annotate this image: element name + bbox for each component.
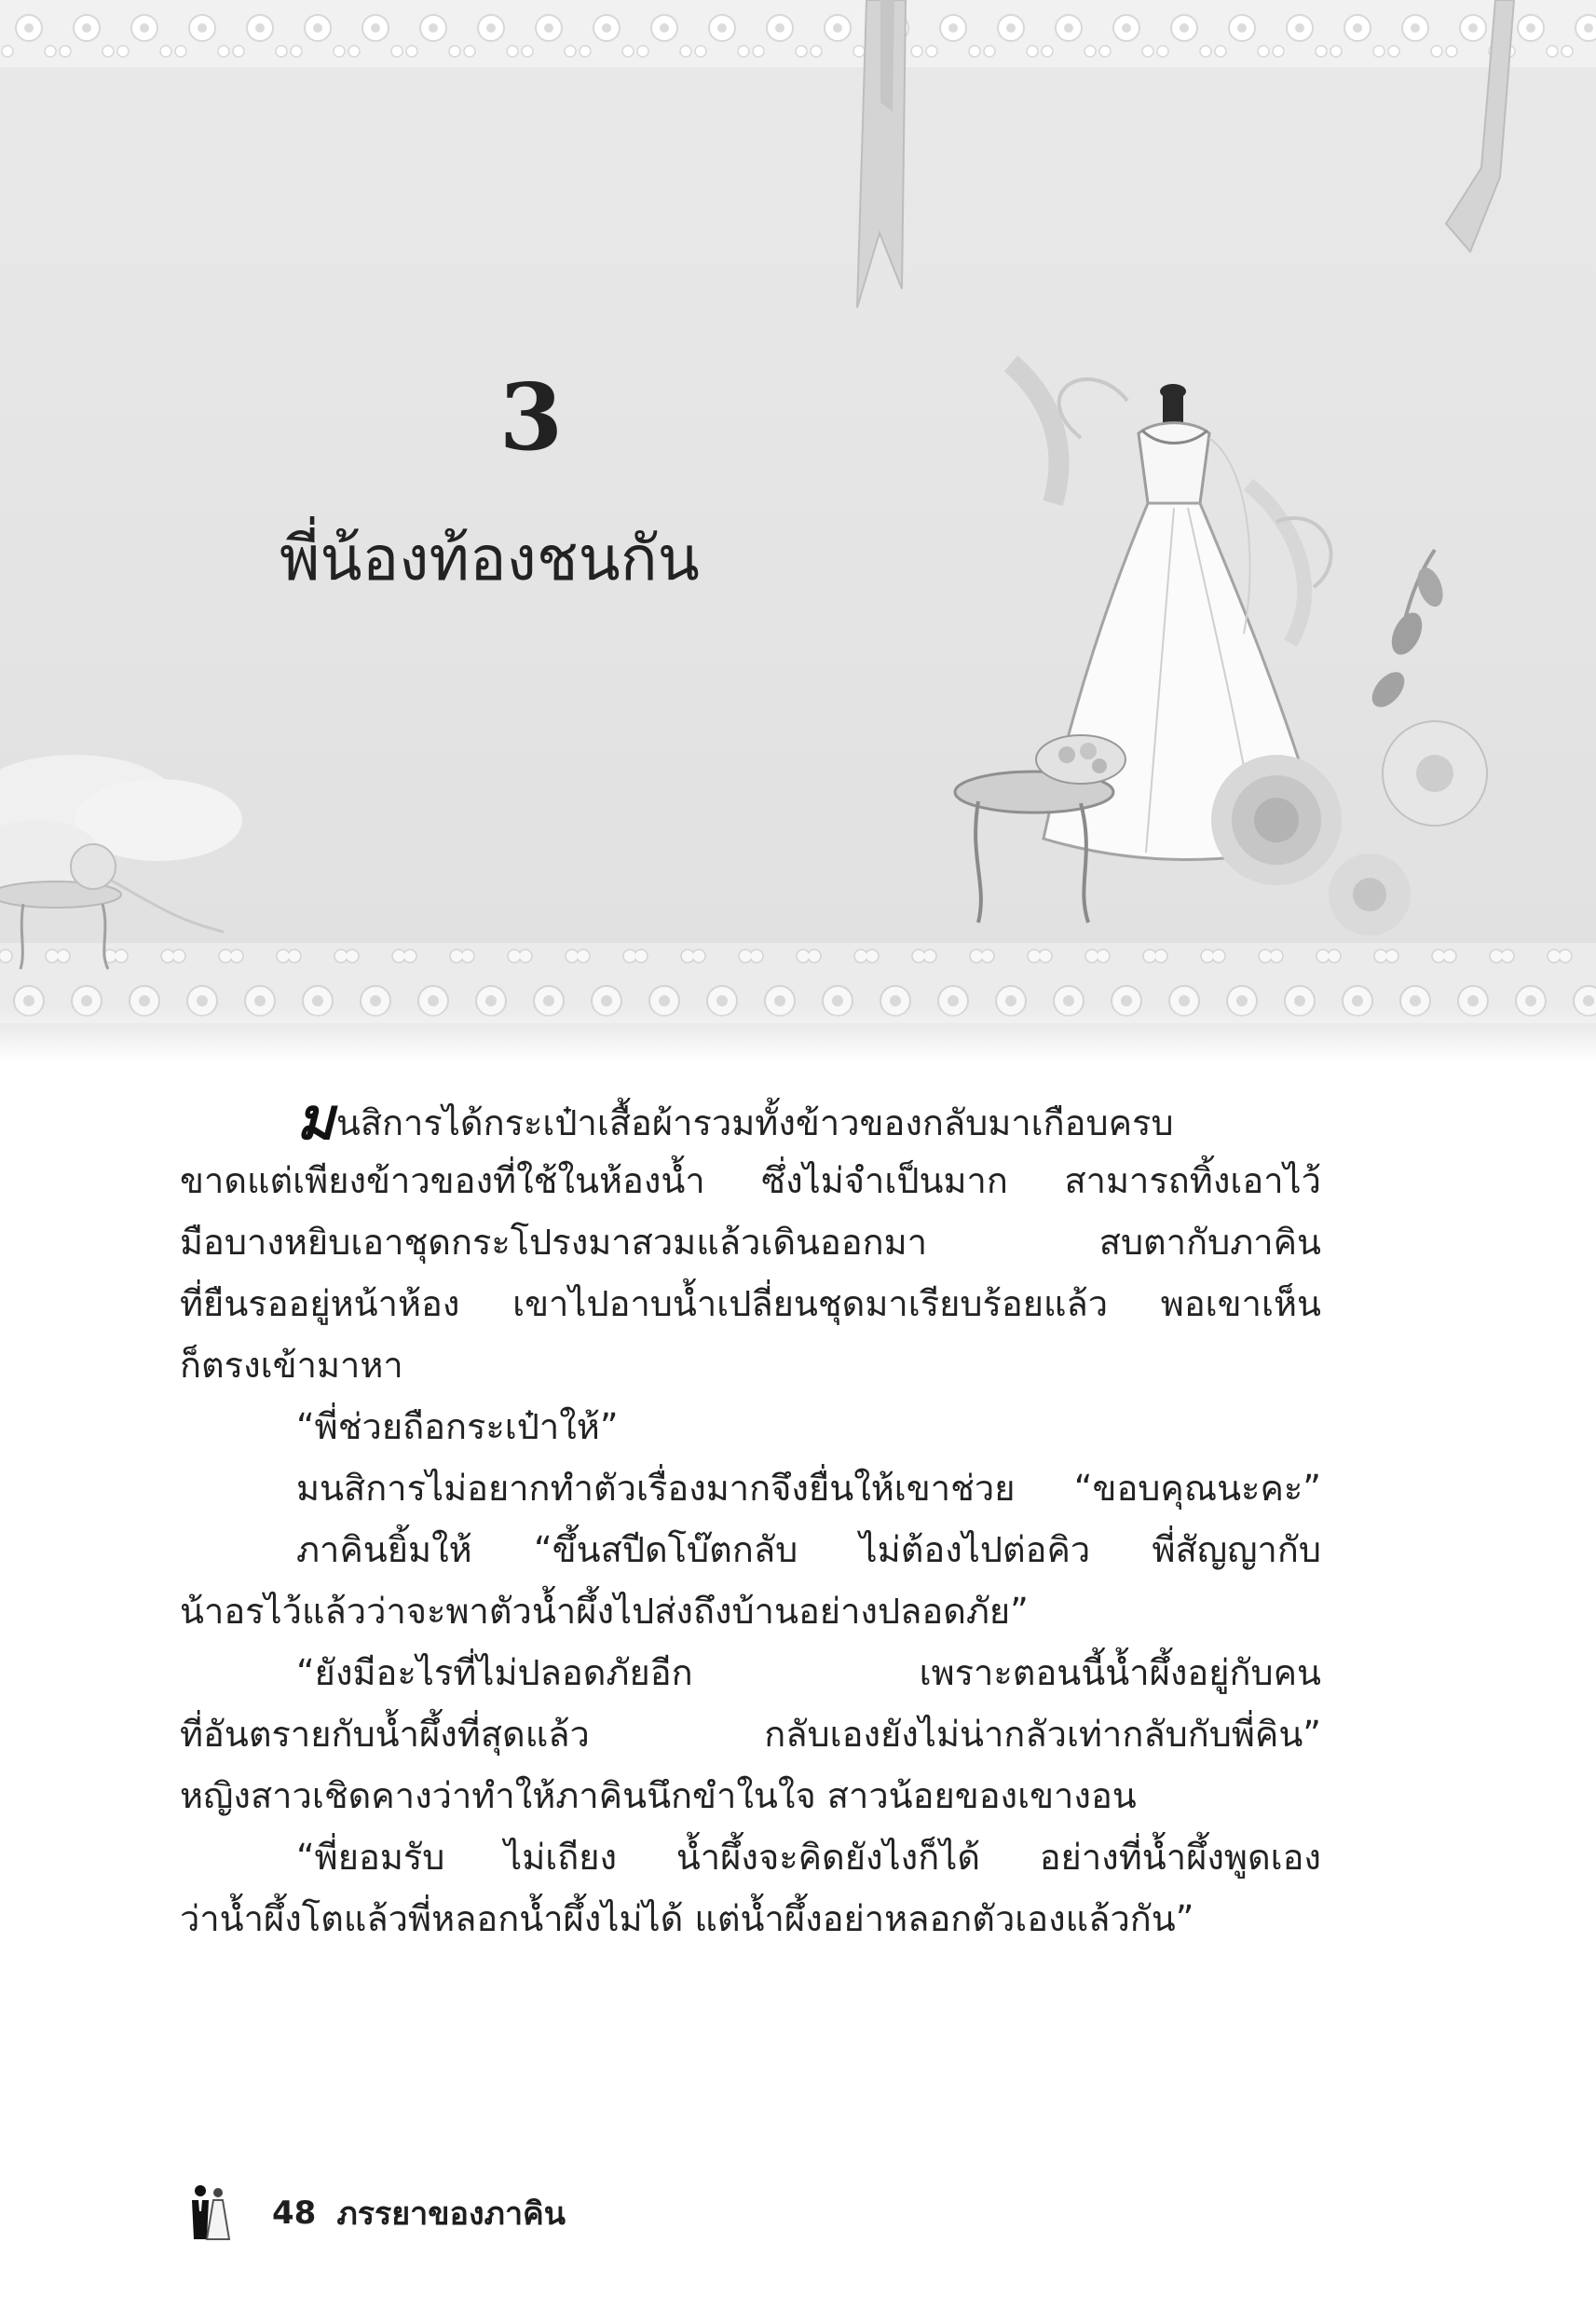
drop-cap: ม xyxy=(296,1088,334,1150)
paragraph-6-line-2: ว่าน้ำผึ้งโตแล้วพี่หลอกน้ำผึ้งไม่ได้ แต่น้ำผึ้งอย่าหลอกตัวเองแล้วกัน” xyxy=(180,1898,1194,1939)
paragraph-1-line-5: ก็ตรงเข้ามาหา xyxy=(180,1345,403,1386)
body-text xyxy=(180,1088,1321,1949)
paragraph-1-line-3: มือบางหยิบเอาชุดกระโปรงมาสวมแล้วเดินออกมา สบตากับภาคิน xyxy=(180,1222,1321,1263)
paragraph-5-line-3: หญิงสาวเชิดคางว่าทำให้ภาคินนึกขำในใจ สาวน้อยของเขางอน xyxy=(180,1775,1137,1816)
paragraph-4-line-2: น้าอรไว้แล้วว่าจะพาตัวน้ำผึ้งไปส่งถึงบ้านอย่างปลอดภัย” xyxy=(180,1591,1029,1632)
top-lace-border xyxy=(0,0,1596,67)
page-footer xyxy=(186,2185,839,2241)
paragraph-5-line-1: “ยังมีอะไรที่ไม่ปลอดภัยอีก เพราะตอนนี้น้ำผึ้งอยู่กับคน xyxy=(296,1652,1321,1693)
paragraph-6-line-1: “พี่ยอมรับ ไม่เถียง น้ำผึ้งจะคิดยังไงก็ได้ อย่างที่น้ำผึ้งพูดเอง xyxy=(296,1837,1321,1878)
bride-groom-icon xyxy=(186,2183,231,2243)
paragraph-3: มนสิการไม่อยากทำตัวเรื่องมากจึงยื่นให้เขาช่วย “ขอบคุณนะคะ” xyxy=(296,1468,1321,1509)
paragraph-4-line-1: ภาคินยิ้มให้ “ขึ้นสปีดโบ๊ตกลับ ไม่ต้องไปต่อคิว พี่สัญญากับ xyxy=(296,1529,1321,1570)
paragraph-5-line-2: ที่อันตรายกับน้ำผึ้งที่สุดแล้ว กลับเองยังไม่น่ากลัวเท่ากลับกับพี่คิน” xyxy=(180,1714,1321,1755)
paragraph-2: “พี่ช่วยถือกระเป๋าให้” xyxy=(296,1406,619,1447)
text-run: นสิการได้กระเป๋าเสื้อผ้ารวมทั้งข้าวของกลับมาเกือบครบ xyxy=(335,1102,1174,1143)
chapter-number: 3 xyxy=(498,364,564,472)
page-number: 48 xyxy=(272,2195,317,2232)
book-title: ภรรยาของภาคิน xyxy=(336,2195,566,2233)
paragraph-1-line-4: ที่ยืนรออยู่หน้าห้อง เขาไปอาบน้ำเปลี่ยนชุดมาเรียบร้อยแล้ว พอเขาเห็น xyxy=(180,1283,1321,1324)
paragraph-1-line-1 xyxy=(180,1088,1321,1150)
paragraph-1-line-2: ขาดแต่เพียงข้าวของที่ใช้ในห้องน้ำ ซึ่งไม่จำเป็นมาก สามารถทิ้งเอาไว้ xyxy=(180,1160,1321,1201)
chapter-title: พี่น้องท้องชนกัน xyxy=(280,523,700,595)
